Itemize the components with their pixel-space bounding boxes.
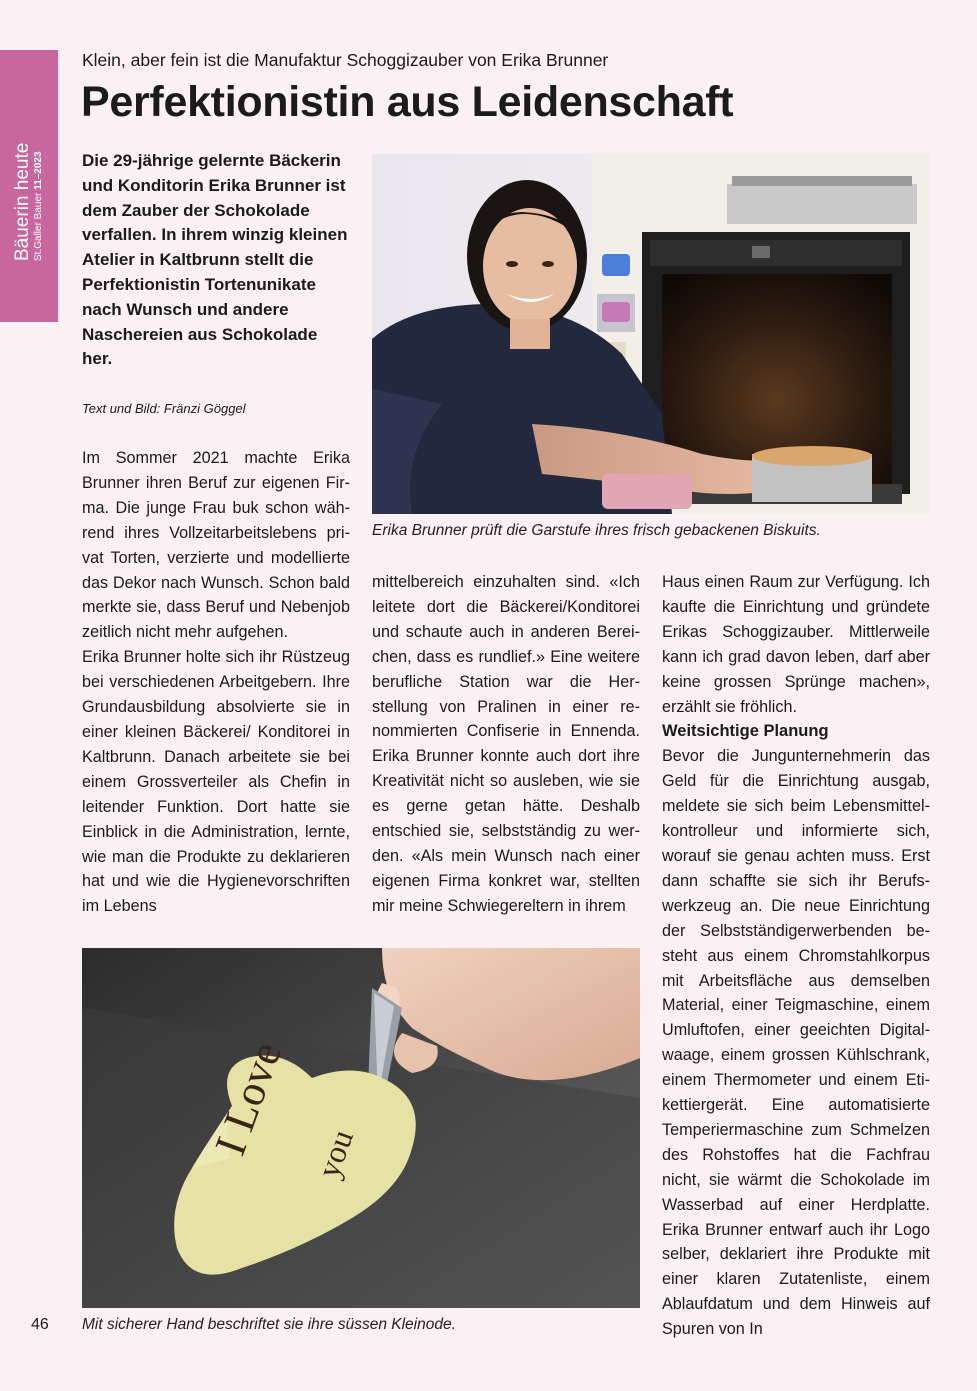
subheading: Weitsichtige Planung bbox=[662, 722, 829, 741]
body-column-1 bbox=[82, 446, 350, 919]
publication-name: St.Galler Bauer bbox=[33, 192, 44, 261]
body-column-3 bbox=[662, 570, 930, 1342]
publication-info bbox=[33, 111, 45, 261]
photo-chocolate-heart bbox=[82, 948, 640, 1308]
paragraph: mittelbereich einzuhalten sind. «Ich leitete dort die Bäckerei/Konditorei und schaute auch in anderen Bereichen, dass es rundlief.» Eine weitere berufliche Station war die Herstellung von Pralinen in einer renommierten Confiserie in Ennenda. Erika Brunner konnte auch dort ihre Kreativität nicht so ausleben, wie sie es gerne getan hätte. Deshalb entschied sie, selbstständig zu werden. «Als mein Wunsch nach einer eigenen Firma konkret war, stellten mir meine Schwiegereltern in ihrem bbox=[372, 573, 640, 915]
issue-number: 11–2023 bbox=[33, 151, 44, 190]
paragraph: Haus einen Raum zur Verfügung. Ich kaufte die Einrichtung und gründete Erikas Schoggizauber. Mittlerweile kann ich grad davon leben, darf aber keine grossen Sprünge machen», erzählt sie fröhlich. bbox=[662, 573, 930, 716]
article-headline: Perfektionistin aus Leidenschaft bbox=[81, 78, 734, 126]
article-credit: Text und Bild: Fränzi Göggel bbox=[82, 401, 246, 416]
article-kicker: Klein, aber fein ist die Manufaktur Schoggizauber von Erika Brunner bbox=[82, 50, 609, 70]
heart-inscription-love: I Love bbox=[205, 1035, 292, 1162]
paragraph: Bevor die Jungunternehmerin das Geld für die Einrichtung ausgab, meldete sie sich beim Lebensmittelkontrolleur und informierte sich, worauf sie genau achten muss. Erst dann schaffte sie sich ihr Berufswerkzeug an. Die neue Einrichtung der Selbstständigerwerbenden besteht aus einem Chromstahlkorpus mit Arbeitsfläche aus demselben Material, einer Teigmaschine, einem Umluftofen, einer geeichten Digitalwaage, einem grossen Kühlschrank, einem Thermometer und einem Etikettiergerät. Eine automatisierte Temperiermaschine zum Schmelzen des Rohstoffes hat die Fachfrau nicht, sie wärmt die Schokolade im Wasserbad auf einer Herdplatte. Erika Brunner entwarf auch ihr Logo selber, deklariert ihre Produkte mit einer klaren Zutatenliste, einem Ablaufdatum und dem Hinweis auf Spuren von In bbox=[662, 747, 930, 1339]
body-column-2 bbox=[372, 570, 640, 919]
paragraph: Im Sommer 2021 machte Erika Brunner ihren Beruf zur eigenen Firma. Die junge Frau buk schon während ihres Vollzeitarbeitslebens privat Torten, verzierte und modellierte das Dekor nach Wunsch. Schon bald merkte sie, dass Beruf und Nebenjob zeitlich nicht mehr aufgehen. bbox=[82, 449, 350, 642]
photo2-caption: Mit sicherer Hand beschriftet sie ihre süssen Kleinode. bbox=[82, 1316, 456, 1333]
heart-inscription-you: you bbox=[309, 1124, 360, 1183]
magazine-section-name: Bäuerin heute bbox=[12, 142, 33, 261]
section-label bbox=[0, 50, 58, 322]
photo-baker-oven bbox=[372, 154, 930, 514]
paragraph: Erika Brunner holte sich ihr Rüstzeug bei verschiedenen Arbeitgebern. Ihre Grundausbildung absolvierte sie in einer kleinen Bäckerei/ Konditorei in Kaltbrunn. Danach arbeitete sie bei einem Grossverteiler als Chefin in leitender Funktion. Dort hatte sie Einblick in die Administration, lernte, wie man die Produkte zu deklarieren hat und wie die Hygienevorschriften im Lebens bbox=[82, 648, 350, 916]
article-lead: Die 29-jährige gelernte Bäckerin und Konditorin Erika Brunner ist dem Zauber der Schokolade verfallen. In ihrem winzig kleinen Atelier in Kaltbrunn stellt die Perfektionistin Tortenunikate nach Wunsch und andere Naschereien aus Schokolade her. bbox=[82, 151, 348, 369]
photo1-caption: Erika Brunner prüft die Garstufe ihres frisch gebackenen Biskuits. bbox=[372, 522, 821, 539]
page-number: 46 bbox=[31, 1316, 49, 1333]
